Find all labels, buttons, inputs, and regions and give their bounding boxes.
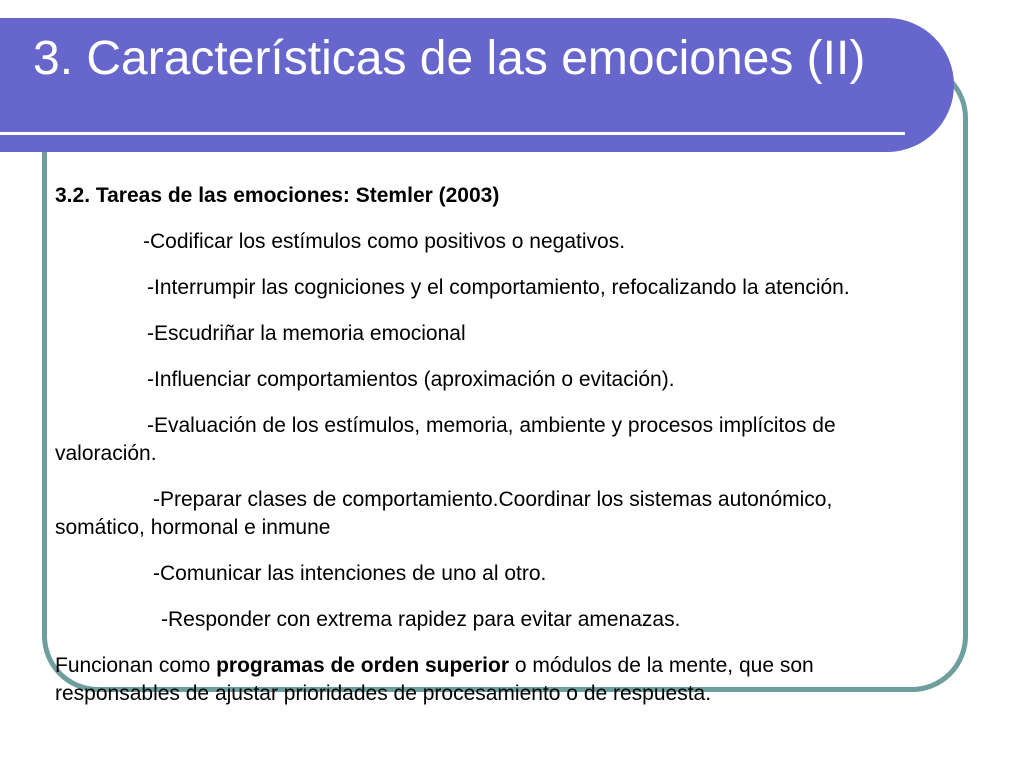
slide-title: 3. Características de las emociones (II) (33, 32, 866, 85)
list-item: -Preparar clases de comportamiento.Coordinar los sistemas autonómico, somático, hormonal e inmune (55, 488, 833, 539)
closing-emphasis: programas de orden superior (216, 654, 509, 677)
slide-body (55, 182, 915, 708)
list-item: -Codificar los estímulos como positivos o negativos. (143, 230, 626, 253)
list-item: -Escudriñar la memoria emocional (147, 322, 466, 345)
list-item: -Evaluación de los estímulos, memoria, ambiente y procesos implícitos de valoración. (55, 414, 836, 465)
title-underline (0, 132, 905, 135)
section-heading: 3.2. Tareas de las emociones: Stemler (2003) (55, 184, 500, 207)
closing-paragraph (55, 652, 915, 708)
list-item: -Interrumpir las cogniciones y el comportamiento, refocalizando la atención. (147, 276, 850, 299)
closing-text-end: o módulos de la mente, que son responsables de ajustar prioridades de procesamiento o de respuesta. (55, 654, 814, 705)
closing-text-start: Funcionan como (55, 654, 217, 677)
list-item: -Comunicar las intenciones de uno al otro. (153, 562, 547, 585)
list-item: -Responder con extrema rapidez para evitar amenazas. (161, 608, 681, 631)
list-item: -Influenciar comportamientos (aproximación o evitación). (147, 368, 675, 391)
